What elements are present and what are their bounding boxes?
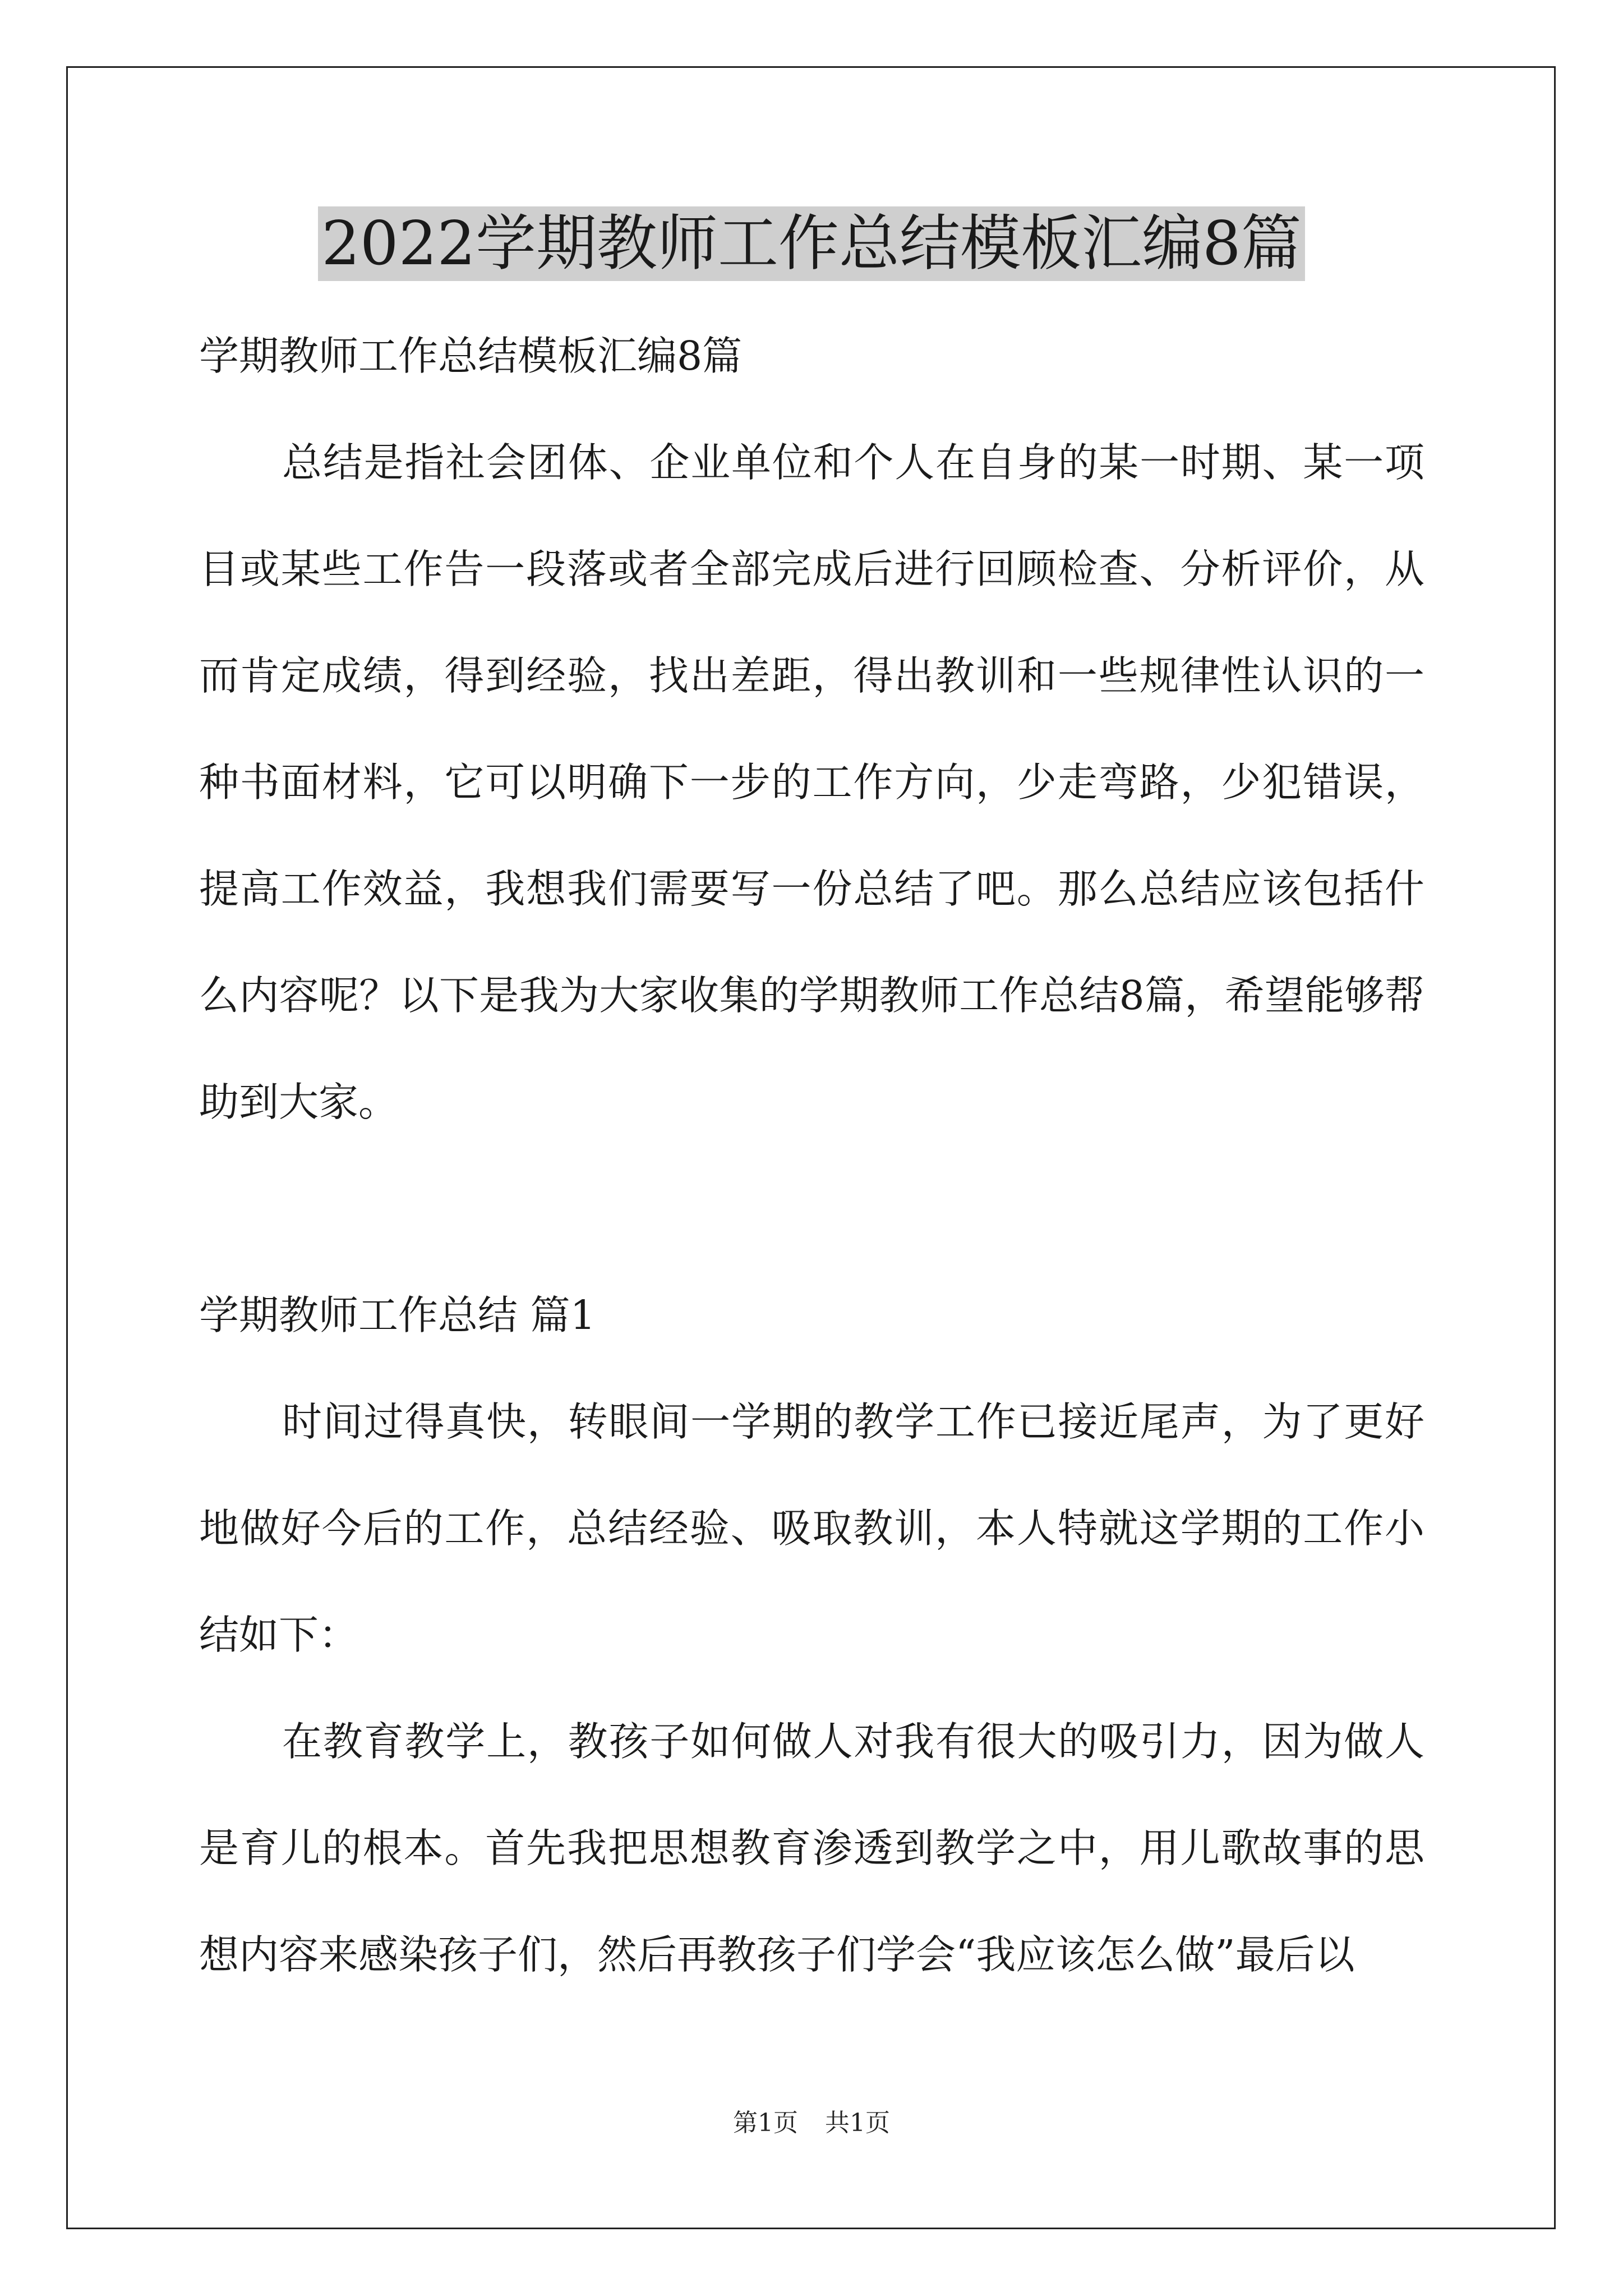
page-footer (0, 2106, 1623, 2140)
document-title (0, 202, 1623, 286)
paragraph-gap (199, 1156, 1424, 1262)
section1-paragraph-1: 时间过得真快，转眼间一学期的教学工作已接近尾声，为了更好地做好今后的工作，总结经验、吸取教训，本人特就这学期的工作小结如下： (199, 1398, 1424, 1658)
document-body (199, 303, 1424, 2008)
page-number-total: 共1页 (825, 2109, 890, 2137)
section1-paragraph-2: 在教育教学上，教孩子如何做人对我有很大的吸引力，因为做人是育儿的根本。首先我把思想教育渗透到教学之中，用儿歌故事的思想内容来感染孩子们，然后再教孩子们学会“我应该怎么做”最后以 (199, 1718, 1424, 1978)
page-number-current: 第1页 (733, 2109, 798, 2137)
section-heading-1: 学期教师工作总结 篇1 (199, 1292, 596, 1338)
document-subtitle: 学期教师工作总结模板汇编8篇 (199, 333, 743, 379)
document-title-text: 2022学期教师工作总结模板汇编8篇 (318, 206, 1305, 281)
intro-paragraph: 总结是指社会团体、企业单位和个人在自身的某一时期、某一项目或某些工作告一段落或者全部完成后进行回顾检查、分析评价，从而肯定成绩，得到经验，找出差距，得出教训和一些规律性认识的一种书面材料，它可以明确下一步的工作方向，少走弯路，少犯错误，提高工作效益，我想我们需要写一份总结了吧。那么总结应该包括什么内容呢？以下是我为大家收集的学期教师工作总结8篇，希望能够帮助到大家。 (199, 439, 1424, 1125)
